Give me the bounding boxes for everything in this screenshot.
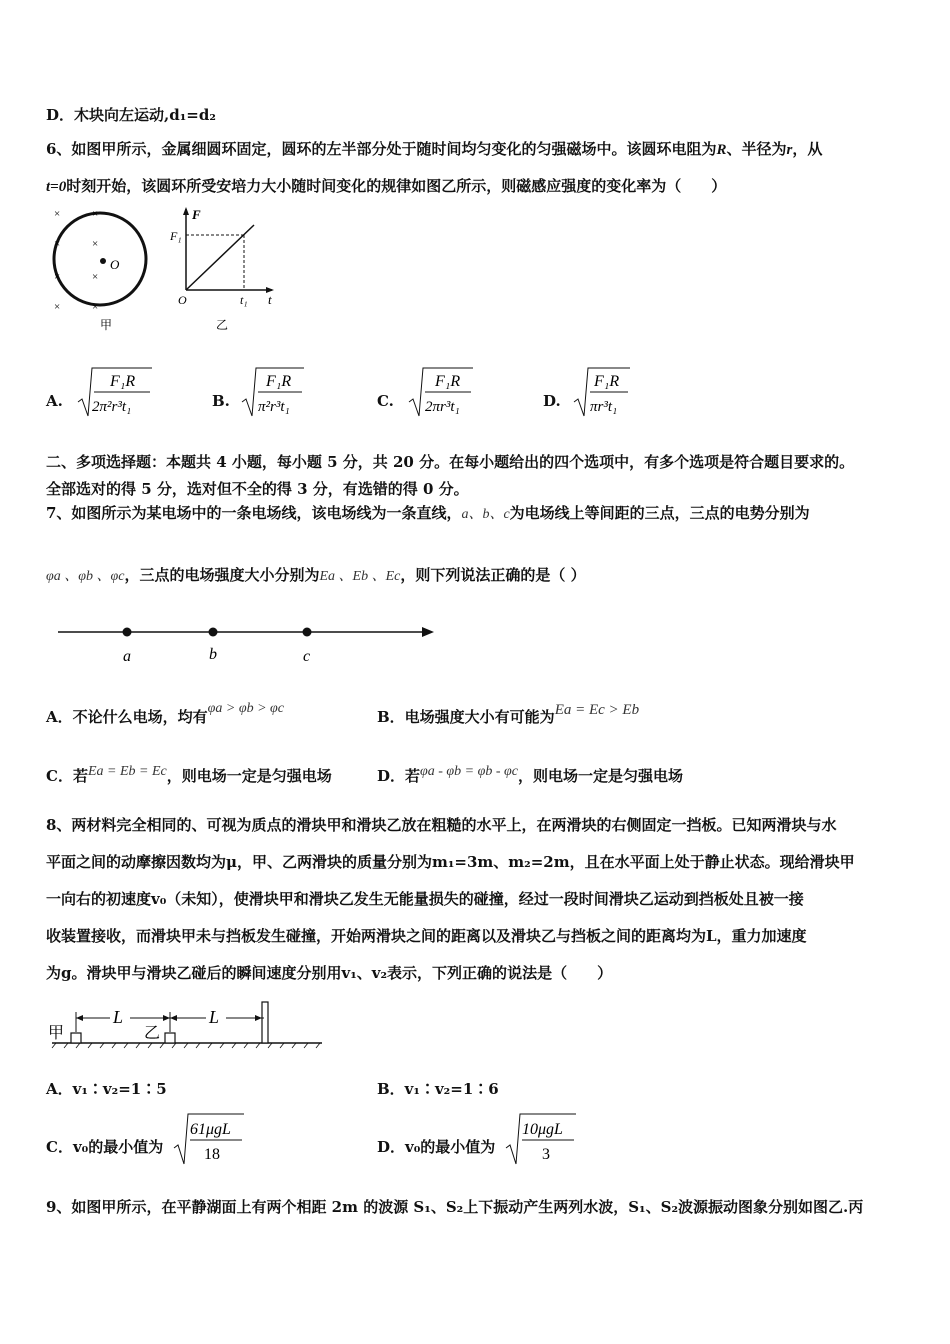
q6-option-d-formula: [572, 366, 652, 418]
q7-field-line-figure: [58, 620, 438, 670]
q8-option-c-formula: [172, 1112, 252, 1166]
svg-text:2π²r³t₁: 2π²r³t₁: [92, 399, 132, 415]
field-cross: ×: [92, 301, 99, 313]
field-cross: ×: [92, 238, 99, 250]
q8-stem-line2: 平面之间的动摩擦因数均为μ，甲、乙两滑块的质量分别为m₁=3m、m₂=2m，且在水平面上处于静止状态。现给滑块甲: [46, 853, 855, 871]
q8-stem-line1: 8、两材料完全相同的、可视为质点的滑块甲和滑块乙放在粗糙的水平上，在两滑块的右侧固定一挡板。已知两滑块与水: [46, 816, 837, 834]
q7-option-a: A．不论什么电场，均有φa > φb > φc: [46, 701, 284, 726]
q7-option-c: C．若Ea = Eb = Ec，则电场一定是匀强电场: [46, 764, 332, 785]
svg-text:F₁R: F₁R: [594, 373, 620, 390]
q6-option-d: D.: [543, 392, 561, 410]
q6-stem-line1: 6、如图甲所示，金属细圆环固定，圆环的左半部分处于随时间均匀变化的匀强磁场中。该圆环电阻为R、半径为r，从: [46, 140, 823, 158]
q6-option-b-formula: [240, 366, 320, 418]
field-cross: ×: [54, 238, 61, 250]
svg-text:2πr³t₁: 2πr³t₁: [425, 399, 460, 415]
q6-figure-graph: [168, 205, 288, 335]
q8-stem-line3: 一向右的初速度v₀（未知），使滑块甲和滑块乙发生无能量损失的碰撞，经过一段时间滑块乙运动到挡板处且被一接: [46, 890, 804, 908]
svg-text:F₁R: F₁R: [435, 373, 461, 390]
center-dot: [100, 258, 106, 264]
q7-stem-line1: 7、如图所示为某电场中的一条电场线，该电场线为一条直线，a、b、c为电场线上等间距的三点，三点的电势分别为: [46, 504, 810, 522]
dim-label-2: L: [209, 1007, 220, 1027]
point-c: [303, 628, 312, 637]
svg-text:πr³t₁: πr³t₁: [590, 399, 618, 415]
q7-option-d: D．若φa - φb = φb - φc，则电场一定是匀强电场: [377, 764, 683, 785]
axis-label-f: F: [192, 207, 201, 222]
q8-figure: [46, 998, 336, 1058]
q8-option-d: D．v₀的最小值为: [377, 1138, 496, 1156]
origin-label: O: [178, 293, 187, 307]
q6-option-c: C.: [377, 392, 394, 410]
axis-label-t: t: [268, 292, 272, 307]
label-c: c: [303, 648, 311, 665]
field-cross: ×: [92, 271, 99, 283]
field-cross: ×: [54, 271, 61, 283]
q8-option-c: C．v₀的最小值为: [46, 1138, 164, 1156]
center-label: O: [110, 257, 120, 272]
tick-f1: F₁: [170, 229, 182, 243]
q5-option-d: D．木块向左运动,d₁=d₂: [46, 106, 216, 124]
svg-text:10μgL: 10μgL: [522, 1121, 563, 1138]
svg-text:π²r³t₁: π²r³t₁: [258, 399, 290, 415]
field-cross: ×: [54, 208, 61, 220]
q6-option-a-formula: [76, 366, 166, 418]
q8-option-a: A．v₁∶v₂=1∶5: [46, 1080, 167, 1098]
block-jia: [71, 1033, 81, 1043]
label-a: a: [123, 648, 131, 665]
label-jia: 甲: [48, 1025, 65, 1042]
barrier: [262, 1002, 268, 1043]
label-b: b: [209, 646, 217, 663]
svg-text:18: 18: [204, 1146, 220, 1163]
q8-option-d-formula: [504, 1112, 584, 1166]
svg-text:3: 3: [542, 1146, 550, 1163]
field-line-arrow: [422, 627, 434, 637]
q8-option-b: B．v₁∶v₂=1∶6: [377, 1080, 499, 1098]
metal-ring: [54, 213, 146, 305]
label-yi: 乙: [144, 1025, 161, 1042]
q9-stem-line1: 9、如图甲所示，在平静湖面上有两个相距 2m 的波源 S₁、S₂上下振动产生两列水波，S₁、S₂波源振动图象分别如图乙.丙: [46, 1198, 864, 1216]
block-yi: [165, 1033, 175, 1043]
caption-jia: 甲: [100, 318, 113, 332]
q6-option-a: A.: [46, 392, 63, 410]
q8-stem-line5: 为g。滑块甲与滑块乙碰后的瞬间速度分别用v₁、v₂表示，下列正确的说法是（ ）: [46, 964, 613, 982]
q8-stem-line4: 收装置接收，而滑块甲未与挡板发生碰撞，开始两滑块之间的距离以及滑块乙与挡板之间的距离均为L，重力加速度: [46, 927, 807, 945]
svg-text:F₁R: F₁R: [110, 373, 136, 390]
field-cross: ×: [92, 208, 99, 220]
dim-label-1: L: [113, 1007, 124, 1027]
q7-stem-line2: φa 、φb 、φc，三点的电场强度大小分别为Ea 、Eb 、Ec，则下列说法正确的是（ ）: [46, 566, 586, 584]
y-axis-arrow: [183, 207, 189, 215]
q7-option-b: B．电场强度大小有可能为Ea = Ec > Eb: [377, 702, 640, 726]
q6-option-b: B.: [212, 392, 230, 410]
q6-figure-ring: [48, 205, 158, 335]
section2-line1: 二、多项选择题：本题共 4 小题，每小题 5 分，共 20 分。在每小题给出的四个选项中，有多个选项是符合题目要求的。: [46, 453, 855, 471]
svg-text:61μgL: 61μgL: [190, 1121, 231, 1138]
field-cross: ×: [54, 301, 61, 313]
q6-option-c-formula: [407, 366, 487, 418]
point-b: [209, 628, 218, 637]
caption-yi: 乙: [216, 318, 229, 332]
point-a: [123, 628, 132, 637]
section2-line2: 全部选对的得 5 分，选对但不全的得 3 分，有选错的得 0 分。: [46, 480, 469, 498]
tick-t1: t₁: [240, 293, 248, 307]
q6-stem-line2: t=0时刻开始，该圆环所受安培力大小随时间变化的规律如图乙所示，则磁感应强度的变化率为（ ）: [46, 177, 727, 195]
svg-text:F₁R: F₁R: [266, 373, 292, 390]
